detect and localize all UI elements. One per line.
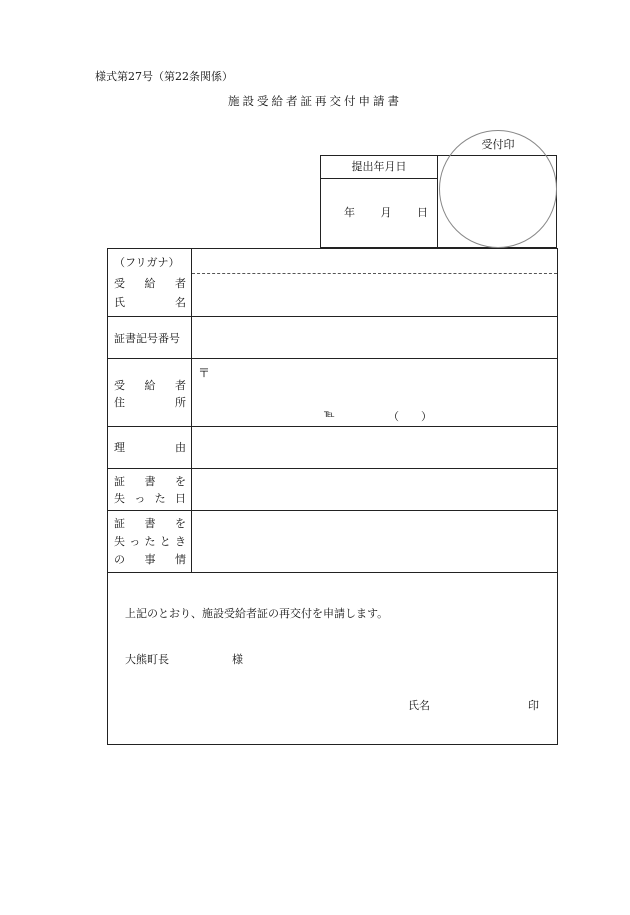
submission-date-fields[interactable] xyxy=(321,204,437,220)
tel-area-code-field[interactable]: （ ） xyxy=(388,410,432,423)
reason-label: 理 由 xyxy=(114,441,186,454)
furigana-label: （フリガナ） xyxy=(114,256,180,269)
address-label: 住 所 xyxy=(114,396,186,409)
furigana-divider xyxy=(192,273,557,274)
month-label: 月 xyxy=(380,206,392,219)
addressee: 大熊町長 xyxy=(125,653,169,666)
reception-stamp-label: 受付印 xyxy=(481,138,515,151)
circumstances-label-line3: の 事 情 xyxy=(114,553,186,566)
document-title: 施設受給者証再交付申請書 xyxy=(228,94,402,108)
lost-date-label-line1: 証 書 を xyxy=(114,475,186,488)
circumstances-label-line1: 証 書 を xyxy=(114,517,186,530)
recipient-label: 受 給 者 xyxy=(114,277,186,290)
tel-label: ℡ xyxy=(324,409,335,420)
circumstances-label-line2: 失 っ た と き xyxy=(114,535,186,548)
application-table xyxy=(107,248,558,745)
declaration-statement: 上記のとおり、施設受給者証の再交付を申請します。 xyxy=(125,607,389,620)
address-recipient-label: 受 給 者 xyxy=(114,379,186,392)
form-number: 様式第27号（第22条関係） xyxy=(95,70,233,83)
day-label: 日 xyxy=(417,206,428,219)
submission-date-label: 提出年月日 xyxy=(321,156,437,179)
certificate-number-label: 証書記号番号 xyxy=(114,332,180,345)
submission-date-box xyxy=(320,155,438,248)
name-label: 氏 名 xyxy=(114,296,186,309)
year-label: 年 xyxy=(344,206,355,219)
applicant-name-label: 氏名 xyxy=(408,699,430,712)
honorific: 様 xyxy=(232,653,243,666)
seal-mark: 印 xyxy=(528,699,539,712)
label-column-divider xyxy=(191,249,192,572)
lost-date-label-line2: 失 っ た 日 xyxy=(114,492,186,505)
postal-mark: 〒 xyxy=(198,366,211,380)
